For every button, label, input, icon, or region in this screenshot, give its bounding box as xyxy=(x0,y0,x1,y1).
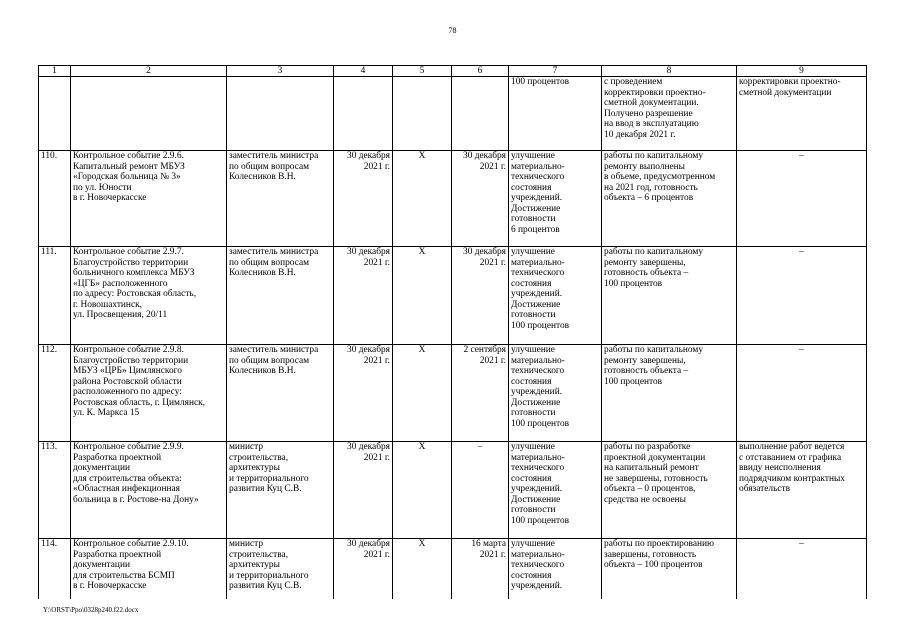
column-number: 3 xyxy=(227,66,334,77)
result-cell: 100 процентов xyxy=(509,77,602,151)
planned-date-cell: 30 декабря 2021 г. xyxy=(334,442,393,539)
status-cell: работы по капитальному ремонту завершены, готовность объекта – 100 процентов xyxy=(602,247,737,345)
note-cell: – xyxy=(737,247,867,345)
row-number: 113. xyxy=(39,442,71,539)
result-cell: улучшение материально- технического состояния учреждений. Достижение готовности 6 процентов xyxy=(509,151,602,247)
column-number: 7 xyxy=(509,66,602,77)
actual-date-cell: 30 декабря 2021 г. xyxy=(452,247,509,345)
row-number: 110. xyxy=(39,151,71,247)
row-number: 111. xyxy=(39,247,71,345)
column-number: 9 xyxy=(737,66,867,77)
actual-date-cell: 2 сентября 2021 г. xyxy=(452,345,509,442)
planned-date-cell: 30 декабря 2021 г. xyxy=(334,345,393,442)
mark-cell: X xyxy=(393,539,452,599)
responsible-cell: министр строительства, архитектуры и территориального развития Куц С.В. xyxy=(227,442,334,539)
column-number: 4 xyxy=(334,66,393,77)
note-cell: корректировки проектно- сметной документации xyxy=(737,77,867,151)
status-cell: работы по разработке проектной документации на капитальный ремонт не завершены, готовность объекта – 0 процентов, средства не освоены xyxy=(602,442,737,539)
column-number: 6 xyxy=(452,66,509,77)
table-row xyxy=(39,539,867,599)
planned-date-cell: 30 декабря 2021 г. xyxy=(334,539,393,599)
event-cell: Контрольное событие 2.9.7. Благоустройство территории больничного комплекса МБУЗ «ЦГБ» расположенного по адресу: Ростовская область, г. Новошахтинск, ул. Просвещения, 20/11 xyxy=(71,247,227,345)
column-number-row xyxy=(39,66,867,77)
event-cell: Контрольное событие 2.9.9. Разработка проектной документации для строительства объекта: «Областная инфекционная больница в г. Ростове-на Дону» xyxy=(71,442,227,539)
status-cell: работы по капитальному ремонту завершены, готовность объекта – 100 процентов xyxy=(602,345,737,442)
footer-file-path: Y:\ORST\Ppo\0328p240.f22.docx xyxy=(43,606,139,614)
continuation-row xyxy=(39,77,867,151)
result-cell: улучшение материально- технического состояния учреждений. Достижение готовности 100 процентов xyxy=(509,247,602,345)
actual-date-cell: 30 декабря 2021 г. xyxy=(452,151,509,247)
result-cell: улучшение материально- технического состояния учреждений. xyxy=(509,539,602,599)
table-row xyxy=(39,247,867,345)
column-number: 2 xyxy=(71,66,227,77)
result-cell: улучшение материально- технического состояния учреждений. Достижение готовности 100 процентов xyxy=(509,345,602,442)
responsible-cell: заместитель министра по общим вопросам Колесников В.Н. xyxy=(227,151,334,247)
event-cell: Контрольное событие 2.9.10. Разработка проектной документации для строительства БСМП в г. Новочеркасске xyxy=(71,539,227,599)
responsible-cell: министр строительства, архитектуры и территориального развития Куц С.В. xyxy=(227,539,334,599)
row-number: 112. xyxy=(39,345,71,442)
mark-cell: X xyxy=(393,247,452,345)
control-events-table xyxy=(38,65,867,599)
page-number: 78 xyxy=(448,26,457,35)
event-cell: Контрольное событие 2.9.8. Благоустройство территории МБУЗ «ЦРБ» Цимлянского района Ростовской области расположенного по адресу: Ростовская область, г. Цимлянск, ул. К. Маркса 15 xyxy=(71,345,227,442)
column-number: 5 xyxy=(393,66,452,77)
table-row xyxy=(39,345,867,442)
result-cell: улучшение материально- технического состояния учреждений. Достижение готовности 100 процентов xyxy=(509,442,602,539)
status-cell: работы по проектированию завершены, готовность объекта – 100 процентов xyxy=(602,539,737,599)
column-number: 8 xyxy=(602,66,737,77)
note-cell: – xyxy=(737,151,867,247)
mark-cell: X xyxy=(393,151,452,247)
responsible-cell: заместитель министра по общим вопросам Колесников В.Н. xyxy=(227,247,334,345)
row-number: 114. xyxy=(39,539,71,599)
actual-date-cell: 16 марта 2021 г. xyxy=(452,539,509,599)
column-number: 1 xyxy=(39,66,71,77)
responsible-cell: заместитель министра по общим вопросам Колесников В.Н. xyxy=(227,345,334,442)
mark-cell: X xyxy=(393,345,452,442)
note-cell: выполнение работ ведется с отставанием от графика ввиду неисполнения подрядчиком контрактных обязательств xyxy=(737,442,867,539)
planned-date-cell: 30 декабря 2021 г. xyxy=(334,151,393,247)
event-cell: Контрольное событие 2.9.6. Капитальный ремонт МБУЗ «Городская больница № 3» по ул. Юности в г. Новочеркасске xyxy=(71,151,227,247)
note-cell: – xyxy=(737,539,867,599)
status-cell: с проведением корректировки проектно- сметной документации. Получено разрешение на ввод в эксплуатацию 10 декабря 2021 г. xyxy=(602,77,737,151)
table-row xyxy=(39,151,867,247)
status-cell: работы по капитальному ремонту выполнены в объеме, предусмотренном на 2021 год, готовность объекта – 6 процентов xyxy=(602,151,737,247)
planned-date-cell: 30 декабря 2021 г. xyxy=(334,247,393,345)
mark-cell: X xyxy=(393,442,452,539)
actual-date-cell: – xyxy=(452,442,509,539)
note-cell: – xyxy=(737,345,867,442)
table-row xyxy=(39,442,867,539)
